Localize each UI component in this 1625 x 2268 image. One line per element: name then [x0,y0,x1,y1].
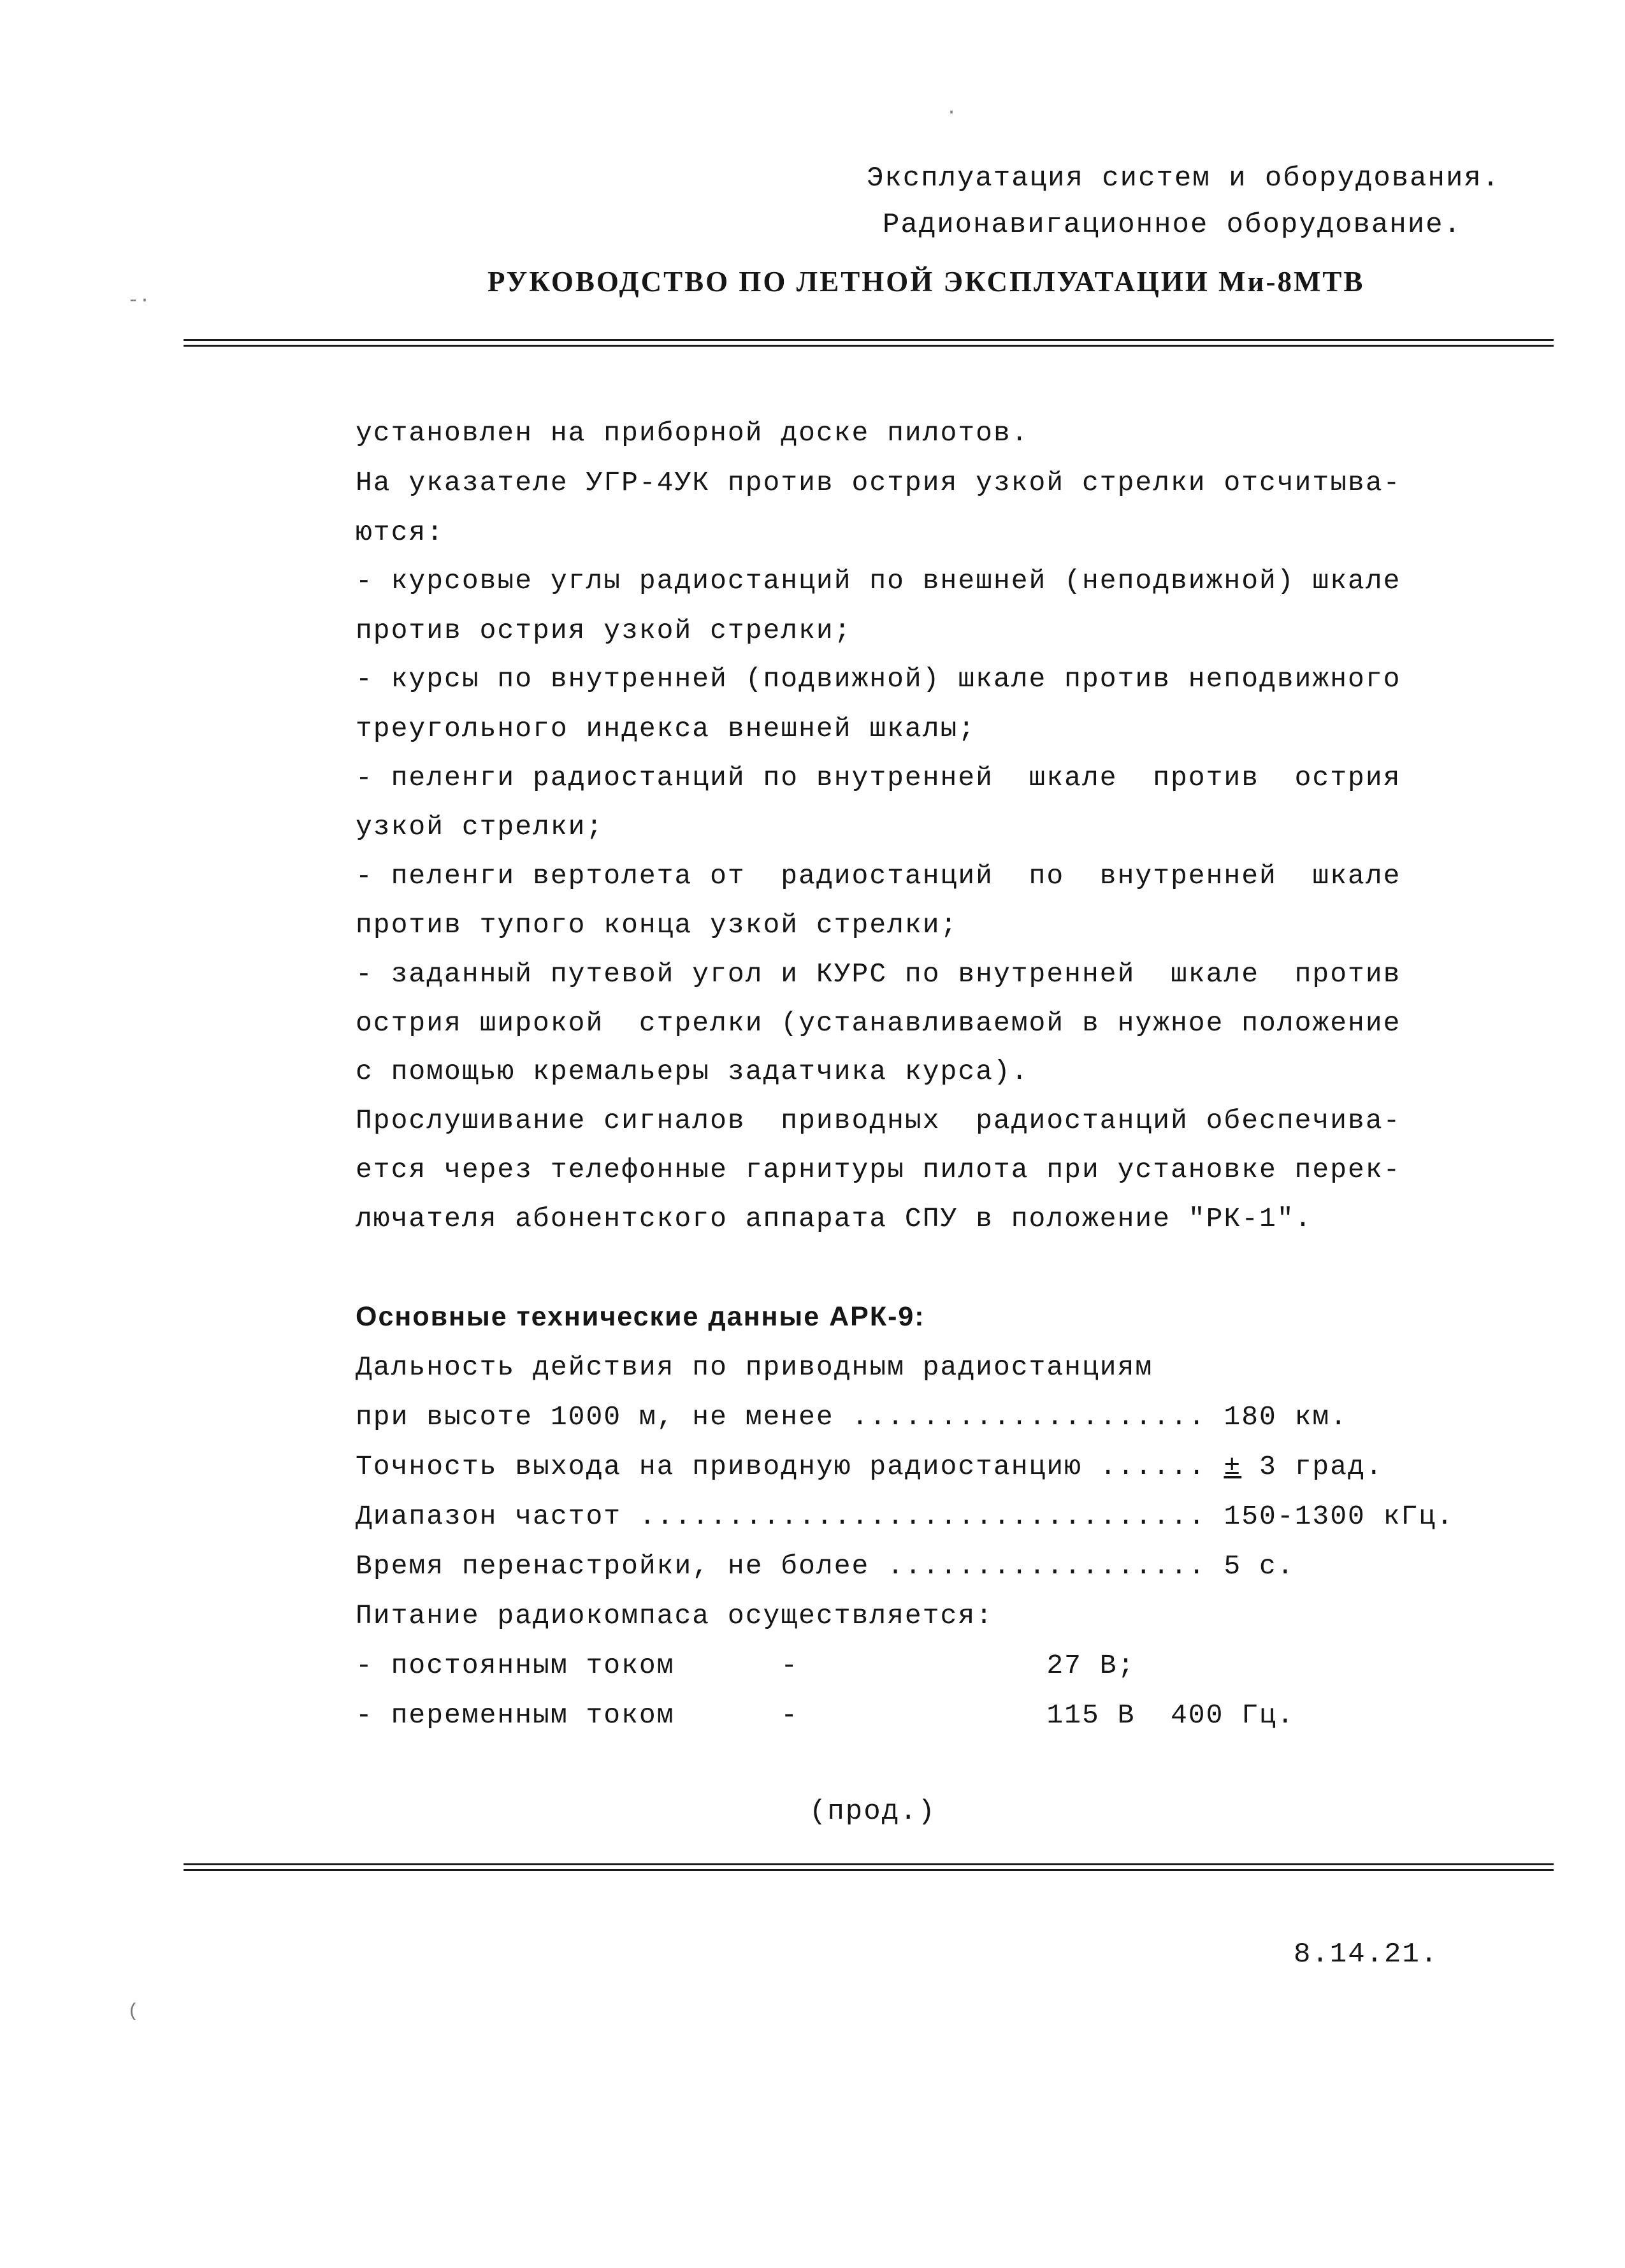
body-line: - пеленги вертолета от радиостанций по внутренней шкале [356,860,1401,892]
body-line: установлен на приборной доске пилотов. [356,417,1029,449]
body-line: - пеленги радиостанций по внутренней шкале против острия [356,762,1401,793]
spec-accuracy-label: Точность выхода на приводную радиостанцию ...... [356,1451,1224,1482]
spec-retune-time: Время перенастройки, не более .................. 5 с. [356,1550,1295,1582]
spec-power-dc: - постоянным током - 27 В; [356,1650,1136,1681]
plus-minus-sign: ± [1224,1451,1242,1482]
specs-heading: Основные технические данные АРК-9: [356,1301,925,1332]
header-rule-top [184,339,1554,341]
body-line: На указателе УГР-4УК против острия узкой стрелки отсчитыва- [356,467,1401,498]
scan-speck: ( [127,2001,140,2023]
spec-power-label: Питание радиокомпаса осуществляется: [356,1600,993,1631]
page-number: 8.14.21. [1294,1939,1439,1970]
body-line: лючателя абонентского аппарата СПУ в положение "РК-1". [356,1203,1313,1234]
body-line: узкой стрелки; [356,811,604,842]
body-line: с помощью кремальеры задатчика курса). [356,1056,1029,1087]
footer-rule-bottom [184,1869,1554,1871]
spec-frequency: Диапазон частот ................................ 150-1300 кГц. [356,1501,1454,1532]
spec-power-ac: - переменным током - 115 В 400 Гц. [356,1700,1295,1731]
scan-speck: · [946,102,958,124]
spec-range: при высоте 1000 м, не менее .................... 180 км. [356,1401,1348,1433]
body-line: - заданный путевой угол и КУРС по внутренней шкале против [356,958,1401,990]
section-title-line-1: Эксплуатация систем и оборудования. [867,163,1501,194]
body-line: - курсы по внутренней (подвижной) шкале против неподвижного [356,663,1401,695]
footer-rule-top [184,1863,1554,1865]
scan-speck: -· [127,290,151,312]
header-rule-bottom [184,345,1554,347]
body-line: против тупого конца узкой стрелки; [356,909,958,941]
body-line: ется через телефонные гарнитуры пилота при установке перек- [356,1154,1401,1185]
body-line: треугольного индекса внешней шкалы; [356,713,976,744]
spec-range-label: Дальность действия по приводным радиостанциям [356,1352,1153,1383]
body-line: Прослушивание сигналов приводных радиостанций обеспечива- [356,1105,1401,1136]
body-line: ются: [356,517,445,548]
section-title-line-2: Радионавигационное оборудование. [883,209,1462,241]
body-line: - курсовые углы радиостанций по внешней (неподвижной) шкале [356,565,1401,596]
spec-accuracy [356,1451,1383,1482]
spec-accuracy-value: 3 град. [1241,1451,1383,1482]
body-line: острия широкой стрелки (устанавливаемой в нужное положение [356,1008,1401,1039]
continued-note: (прод.) [809,1796,936,1828]
body-line: против острия узкой стрелки; [356,615,852,646]
document-title: РУКОВОДСТВО ПО ЛЕТНОЙ ЭКСПЛУАТАЦИИ Ми-8МТВ [487,266,1365,298]
